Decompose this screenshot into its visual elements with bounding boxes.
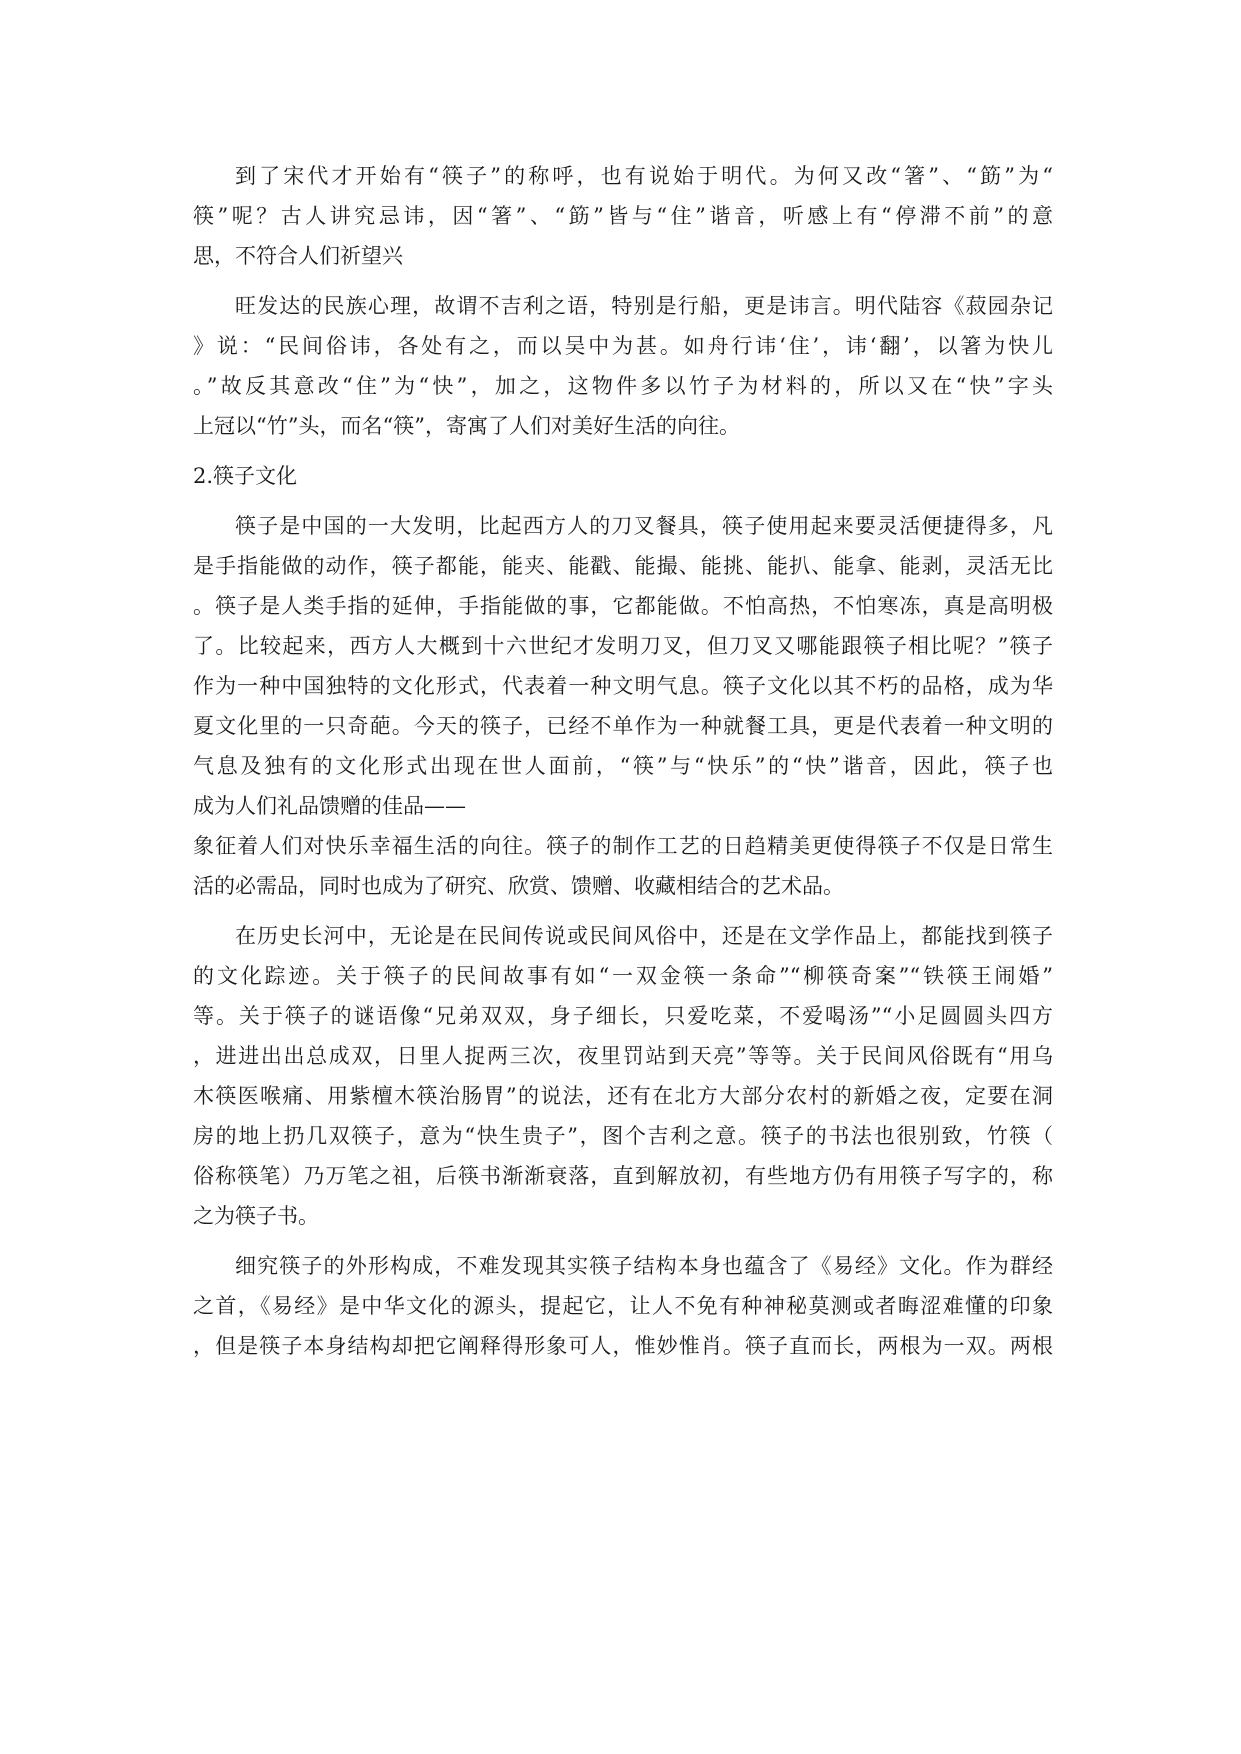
text-line: 的文化踪迹。关于筷子的民间故事有如“一双金筷一条命”“柳筷奇案”“铁筷王闹婚” xyxy=(193,964,1053,988)
text-line: 作为一种中国独特的文化形式，代表着一种文明气息。筷子文化以其不朽的品格，成为华 xyxy=(193,674,1053,698)
text-line: 筷子是中国的一大发明，比起西方人的刀叉餐具，筷子使用起来要灵活便捷得多，凡 xyxy=(235,514,1053,538)
text-line: 俗称筷笔）乃万笔之祖，后筷书渐渐衰落，直到解放初，有些地方仍有用筷子写字的，称 xyxy=(193,1164,1053,1188)
paragraph xyxy=(193,506,1053,826)
text-line: 上冠以“竹”头，而名“筷”，寄寓了人们对美好生活的向往。 xyxy=(193,414,740,438)
text-line: 细究筷子的外形构成，不难发现其实筷子结构本身也蕴含了《易经》文化。作为群经 xyxy=(235,1254,1053,1278)
paragraph xyxy=(193,286,1053,446)
text-line: 思，不符合人们祈望兴 xyxy=(193,244,403,268)
text-line: 到了宋代才开始有“筷子”的称呼，也有说始于明代。为何又改“箸”、“筯”为“ xyxy=(235,164,1053,188)
text-line: 旺发达的民族心理，故谓不吉利之语，特别是行船，更是讳言。明代陆容《菽园杂记 xyxy=(235,294,1053,318)
text-line: 气息及独有的文化形式出现在世人面前，“筷”与“快乐”的“快”谐音，因此，筷子也 xyxy=(193,754,1053,778)
text-line: 成为人们礼品馈赠的佳品—— xyxy=(193,794,466,818)
text-line: 之首，《易经》是中华文化的源头，提起它，让人不免有种神秘莫测或者晦涩难懂的印象 xyxy=(193,1294,1053,1318)
text-line: 木筷医喉痛、用紫檀木筷治肠胃”的说法，还有在北方大部分农村的新婚之夜，定要在洞 xyxy=(193,1084,1053,1108)
text-line: 是手指能做的动作，筷子都能，能夹、能戳、能撮、能挑、能扒、能拿、能剥，灵活无比 xyxy=(193,554,1053,578)
text-line: ，进进出出总成双，日里人捉两三次，夜里罚站到天亮”等等。关于民间风俗既有“用乌 xyxy=(193,1044,1053,1068)
text-line: 》说：“民间俗讳，各处有之，而以吴中为甚。如舟行讳‘住’，讳‘翻’，以箸为快儿 xyxy=(193,334,1053,358)
text-line: 房的地上扔几双筷子，意为“快生贵子”，图个吉利之意。筷子的书法也很别致，竹筷（ xyxy=(193,1124,1053,1148)
text-line: 。筷子是人类手指的延伸，手指能做的事，它都能做。不怕高热，不怕寒冻，真是高明极 xyxy=(193,594,1053,618)
paragraph xyxy=(193,826,1053,906)
paragraph xyxy=(193,1246,1053,1366)
text-line: ，但是筷子本身结构却把它阐释得形象可人，惟妙惟肖。筷子直而长，两根为一双。两根 xyxy=(193,1334,1053,1358)
text-line: 象征着人们对快乐幸福生活的向往。筷子的制作工艺的日趋精美更使得筷子不仅是日常生 xyxy=(193,834,1053,858)
text-line: 等。关于筷子的谜语像“兄弟双双，身子细长，只爱吃菜，不爱喝汤”“小足圆圆头四方 xyxy=(193,1004,1053,1028)
text-line: 在历史长河中，无论是在民间传说或民间风俗中，还是在文学作品上，都能找到筷子 xyxy=(235,924,1053,948)
text-line: 之为筷子书。 xyxy=(193,1204,319,1228)
text-line: 夏文化里的一只奇葩。今天的筷子，已经不单作为一种就餐工具，更是代表着一种文明的 xyxy=(193,714,1053,738)
text-line: 。”故反其意改“住”为“快”，加之，这物件多以竹子为材料的，所以又在“快”字头 xyxy=(193,374,1053,398)
paragraph xyxy=(193,156,1053,276)
text-line: 筷”呢？古人讲究忌讳，因“箸”、“筯”皆与“住”谐音，听感上有“停滞不前”的意 xyxy=(193,204,1053,228)
section-heading: 2.筷子文化 xyxy=(193,464,298,488)
document-body xyxy=(193,156,1053,1366)
text-line: 了。比较起来，西方人大概到十六世纪才发明刀叉，但刀叉又哪能跟筷子相比呢？”筷子 xyxy=(193,634,1053,658)
paragraph xyxy=(193,916,1053,1236)
text-line: 活的必需品，同时也成为了研究、欣赏、馈赠、收藏相结合的艺术品。 xyxy=(193,874,844,898)
